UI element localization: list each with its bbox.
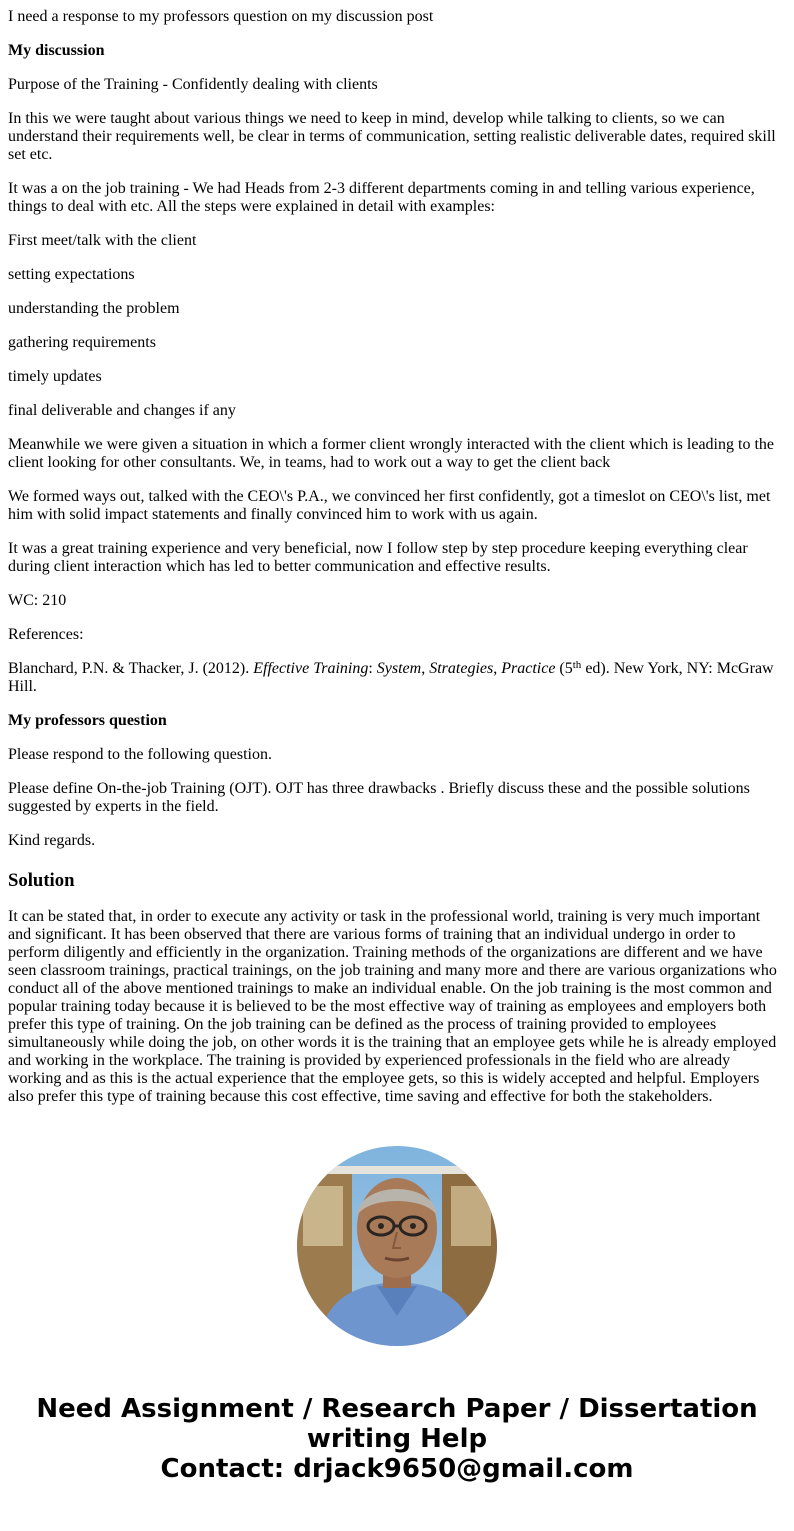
professor-question: Please define On-the-job Training (OJT). OJT has three drawbacks . Briefly discuss these and the possible solutions suggested by experts in the field. xyxy=(8,780,750,815)
step-item: final deliverable and changes if any xyxy=(8,402,236,419)
document xyxy=(0,8,794,1484)
step-item: setting expectations xyxy=(8,266,135,283)
references-label: References: xyxy=(8,626,84,643)
promo-line: writing Help xyxy=(306,1424,488,1454)
discussion-heading: My discussion xyxy=(8,42,105,59)
word-count: WC: 210 xyxy=(8,592,67,609)
solution-heading: Solution xyxy=(8,870,75,891)
question-intro: I need a response to my professors question on my discussion post xyxy=(8,8,434,25)
author-photo xyxy=(297,1146,497,1346)
discussion-paragraph: It was a great training experience and very beneficial, now I follow step by step procedure keeping everything clear during client interaction which has led to better communication and effective results. xyxy=(8,540,748,575)
discussion-paragraph: It was a on the job training - We had Heads from 2-3 different departments coming in and telling various experience, things to deal with etc. All the steps were explained in detail with examples: xyxy=(8,180,755,215)
discussion-paragraph: We formed ways out, talked with the CEO\'s P.A., we convinced her first confidently, got a timeslot on CEO\'s list, met him with solid impact statements and finally convinced him to work with us again. xyxy=(8,488,771,523)
professor-heading: My professors question xyxy=(8,712,167,729)
professor-closing: Kind regards. xyxy=(8,832,96,849)
step-item: understanding the problem xyxy=(8,300,180,317)
step-item: First meet/talk with the client xyxy=(8,232,197,249)
professor-instruction: Please respond to the following question. xyxy=(8,746,272,763)
reference-citation: Blanchard, P.N. & Thacker, J. (2012). Effective Training: System, Strategies, Practice (5th ed). New York, NY: McGraw Hill. xyxy=(8,659,774,695)
promo-contact: Contact: drjack9650@gmail.com xyxy=(160,1454,634,1484)
discussion-paragraph: In this we were taught about various things we need to keep in mind, develop while talking to clients, so we can understand their requirements well, be clear in terms of communication, setting realistic deliverable dates, required skill set etc. xyxy=(8,110,776,163)
promo-line: Need Assignment / Research Paper / Dissertation xyxy=(36,1394,758,1424)
discussion-paragraph: Meanwhile we were given a situation in which a former client wrongly interacted with the client which is leading to the client looking for other consultants. We, in teams, had to work out a way to get the client back xyxy=(8,436,774,471)
step-item: gathering requirements xyxy=(8,334,156,351)
training-purpose: Purpose of the Training - Confidently dealing with clients xyxy=(8,76,378,93)
promo-banner xyxy=(8,1394,786,1484)
step-item: timely updates xyxy=(8,368,102,385)
solution-body: It can be stated that, in order to execute any activity or task in the professional world, training is very much important and significant. It has been observed that there are various forms of training that an individual undergo in order to perform diligently and efficiently in the organization. Training methods of the organizations are different and we have seen classroom trainings, practical trainings, on the job training and many more and there are various organizations who conduct all of the above mentioned trainings to make an individual enable. On the job training is the most common and popular training today because it is believed to be the most effective way of training as employees and employers both prefer this type of training. On the job training can be defined as the process of training provided to employees simultaneously while doing the job, on other words it is the training that an employee gets while he is already employed and working in the workplace. The training is provided by experienced professionals in the field who are already working and as this is the actual experience that the employee gets, so this is widely accepted and helpful. Employers also prefer this type of training because this cost effective, time saving and effective for both the stakeholders. xyxy=(8,908,777,1105)
